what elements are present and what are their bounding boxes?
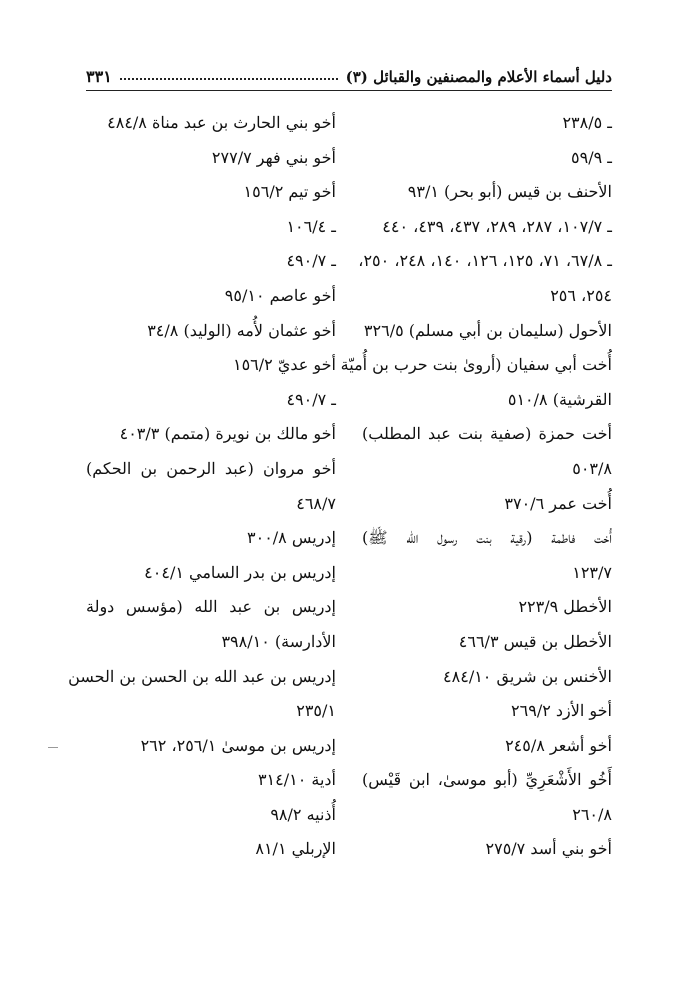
index-line: إدريس بن بدر السامي ٤٠٤/١ [144, 562, 336, 582]
index-line: ٢٥٤، ٢٥٦ [550, 285, 612, 305]
index-line: ٤٦٨/٧ [296, 493, 336, 513]
index-line: ٢٣٥/١ [296, 701, 336, 721]
index-line: أخو بني أسد ٢٧٥/٧ [485, 839, 612, 859]
index-line: ٢٦٠/٨ [572, 804, 612, 824]
index-line: ـ ٢٣٨/٥ [562, 113, 612, 132]
index-line: ١٢٣/٧ [572, 562, 612, 582]
index-line: أخو بني الحارث بن عبد مناة ٤٨٤/٨ [107, 113, 336, 132]
header-rule [86, 90, 612, 91]
index-line: أَخُو الأَشْعَرِيِّ (أبو موسىٰ، ابن قَيْس) [362, 770, 612, 790]
index-line: ـ ١٠٦/٤ [286, 216, 336, 236]
header-dot-leader [120, 77, 338, 80]
index-line: ـ ٥٩/٩ [571, 147, 612, 167]
index-line: أخو بني فهر ٢٧٧/٧ [211, 147, 336, 167]
margin-mark [48, 747, 58, 748]
index-line: ـ ١٠٧/٧، ٢٨٧، ٢٨٩، ٤٣٧، ٤٣٩، ٤٤٠ [382, 216, 612, 236]
index-column-left [68, 106, 336, 867]
index-line: ٥٠٣/٨ [572, 458, 612, 478]
index-line: القرشية) ٥١٠/٨ [507, 389, 612, 409]
index-line: أخو مروان (عبد الرحمن بن الحكم) [86, 458, 336, 478]
index-line: أخو أشعر ٢٤٥/٨ [505, 735, 612, 755]
index-line: أخو الأزد ٢٦٩/٢ [511, 701, 612, 721]
index-line: أُخت عمر ٣٧٠/٦ [504, 493, 612, 513]
index-line: أُذنيه ٩٨/٢ [270, 804, 336, 824]
index-line: الأحول (سليمان بن أبي مسلم) ٣٢٦/٥ [363, 320, 612, 340]
index-line: ـ ٤٩٠/٧ [286, 389, 336, 409]
index-line: إدريس بن موسىٰ ٢٥٦/١، ٢٦٢ [140, 735, 336, 755]
index-line: أدية ٣١٤/١٠ [257, 770, 336, 790]
index-line: ـ ٦٧/٨، ٧١، ١٢٥، ١٢٦، ١٤٠، ٢٤٨، ٢٥٠، [358, 251, 612, 271]
index-line: أخو تيم ١٥٦/٢ [243, 182, 336, 202]
index-line: إدريس ٣٠٠/٨ [247, 528, 336, 548]
running-header [86, 56, 612, 86]
index-line: أُخت فاطمة (رقية بنت رسول الله ﷺ) [362, 528, 612, 548]
index-column-right [340, 106, 612, 867]
index-line: أخو عديّ ١٥٦/٢ [232, 355, 336, 375]
index-line: أخت حمزة (صفية بنت عبد المطلب) [362, 424, 612, 444]
index-line: ـ ٤٩٠/٧ [286, 251, 336, 271]
index-line: الأخنس بن شريق ٤٨٤/١٠ [443, 666, 612, 686]
index-line: أخو عثمان لأُمه (الوليد) ٣٤/٨ [147, 320, 336, 340]
index-line: أُخت أبي سفيان (أروىٰ بنت حرب بن أُميّة [340, 355, 612, 375]
index-line: الأخطل بن قيس ٤٦٦/٣ [458, 631, 612, 651]
index-line: الأخطل ٢٢٣/٩ [518, 597, 612, 617]
index-line: الأحنف بن قيس (أبو بحر) ٩٣/١ [407, 182, 612, 202]
page-number: ٣٣١ [86, 67, 112, 86]
header-title: دليل أسماء الأعلام والمصنفين والقبائل (٣) [345, 68, 612, 86]
index-line: الأدارسة) ٣٩٨/١٠ [221, 631, 336, 651]
index-line: أخو عاصم ٩٥/١٠ [224, 285, 336, 305]
index-line: إدريس بن عبد الله (مؤسس دولة [86, 597, 336, 617]
index-line: أخو مالك بن نويرة (متمم) ٤٠٣/٣ [119, 424, 336, 444]
index-line: الإربلي ٨١/١ [255, 839, 336, 859]
index-line: إدريس بن عبد الله بن الحسن بن الحسن [68, 666, 336, 686]
